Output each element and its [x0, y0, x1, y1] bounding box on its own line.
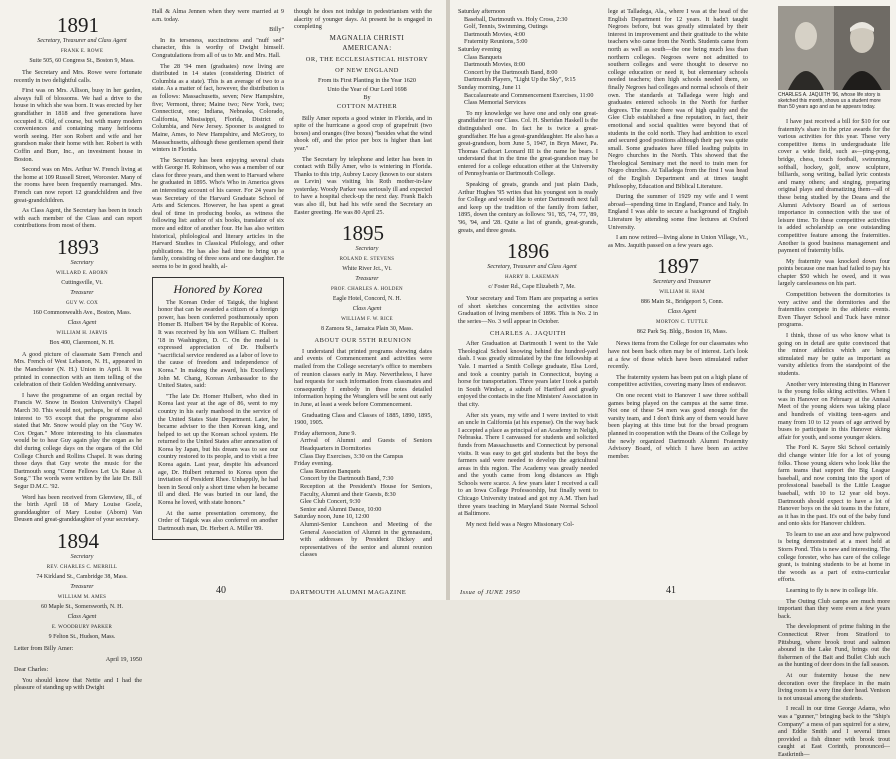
schedule-item: Baccalaureate and Commencement Exercises, 11:00 [464, 91, 594, 99]
paragraph: Graduating Class and Classes of 1885, 1890, 1895, 1900, 1905. [294, 411, 432, 427]
letter-salutation: Dear Charles: [14, 666, 49, 674]
paragraph: My next field was a Negro Missionary Col- [466, 520, 575, 528]
paragraph: The development of prime fishing in the Connecticut River from Stratford to Pittsburg, where brook trout and salmon abound in the Lake Fund, brings out the fishermen of the Bait and Bullet Club such as the hunting of deer does in the fall season. [778, 623, 890, 669]
officer-name: WILLIAM H. HAM [659, 290, 705, 296]
paragraph: I recall in our time George Adams, who was a "gunner," bringing back to the "Ship's Company" a mess of pan squirrel for a stew, and Eddie Smith and I several times provided a fish dinner with brook trout caught at East Corinth, pronounced—Eastkrinth— [778, 705, 890, 758]
paragraph: The Outing Club camps are much more important than they were even a few years back. [778, 597, 890, 620]
paragraph: As Class Agent, the Secretary has been in touch with each member of the Class and can report contributions from most of them. [14, 207, 142, 230]
schedule-item: Friday afternoon, June 9. [294, 429, 357, 437]
officer-role: Class Agent [67, 319, 97, 326]
paragraph: To my knowledge we have one and only one great-grandfather in our Class. Col. H. Sheridan Haskell is the distinguished one. In fact he is twice a great-grandfather. He has a great-granddaughter. He also has a great-grandson, born June 5, 1947, in Bryn Mawr, Pa. Thomas Cathcart Leonard III is the name he bears. I understand that in the time the great-grandson may be entered for a college education either at the University of Pennsylvania or Dartmouth College. [458, 109, 598, 178]
officer-address: c/ Foster Rd., Cape Elizabeth 7, Me. [488, 284, 576, 291]
officer-address: Suite 505, 60 Congress St., Boston 9, Mass. [29, 58, 135, 64]
book-title-line: OR, THE ECCLESIASTICAL HISTORY [305, 55, 429, 63]
officer-role: Class Agent [352, 306, 382, 313]
class-year-heading: 1893 [57, 234, 99, 259]
paragraph: I think, those of us who know what is going on in detail are quite convinced that the minor athletics which are being stimulated may be quite as important as varsity athletics from the standpoint of the students. [778, 332, 890, 377]
schedule-item: Concert by the Dartmouth Band, 7:30 [300, 475, 394, 483]
paragraph: First was on Mrs. Allison, busy in her garden, always full of blossoms. We had a drive to the house in which she was born. It was erected by her grandfather in 1818 and five generations have occupied it. Old, of course, but with many modern conveniences and containing many heirlooms worth seeing. Her son Robert and wife and her grandson make their home with her. Robert is with Coffin and Burr, Inc., an investment house in Boston. [14, 87, 142, 163]
jaquith-photo [778, 6, 890, 90]
paragraph: I understand that printed programs showing dates and events of Commencement and activities were mailed from the College secretary's office to members of reunion classes early in May. Nevertheless, I have had requests for such information from classmates and consequently I embody in these notes detailed information hoping the Wranglers will be sent out early in June, at least a week before Commencement. [294, 347, 432, 408]
page-number: 40 [216, 585, 226, 596]
paragraph: At the same presentation ceremony, the Order of Taiguk was also conferred on another Dartmouth man, Dr. Herbert A. Miller '89. [158, 509, 278, 532]
left-page [0, 0, 446, 692]
book-title-line: From its First Planting in the Year 1620 [318, 77, 416, 85]
paragraph: The Secretary by telephone and letter has been in contact with Billy Amer, who is wintering in Florida. Thanks to this trip, Aubrey Lucey (known to our sisters as Levin) was visiting his Roth mother-in-law yesterday. Woody Parker was seriously ill and expected to have a hospital check-up the next day. Frank Balch was also ill, but had his wife send the Secretary an Easter greeting. He was 80 April 25. [294, 155, 432, 216]
officer-block [14, 38, 142, 65]
paragraph: Another very interesting thing in Hanover is the young folks skiing activities. When I was in Hanover on February at the Annual Meet of the young skiers was taking place and hundreds of visiting teen-agers and many from 10 to 12 years of age arrived by buses to participate in this Hanover skiing affair for youth, and some younger skiers. [778, 380, 890, 441]
reunion-schedule [294, 430, 432, 559]
schedule-item: Golf, Tennis, Swimming, Outings [464, 23, 548, 31]
letter-signature: Billy" [269, 26, 284, 34]
paragraph: After six years, my wife and I were invited to visit an uncle in California (at his expense). On the way back I accepted a place as principal of an Academy in Neligh, Nebraska. There I canvassed for students and solicited funds from Massachusetts and Connecticut by personal visits. It was easy to get girl students but the boys the farmers said were needed to develop the agricultural areas in this region. The Academy was greatly needed and the youth came from long distances as High Schools were scarce. A few years later I received a call to an Iowa College Professorship, but finally went to Chicago University instead and got my A.M. Then had three years teaching in Maryland State Normal School at Baltimore. [458, 411, 598, 518]
page-number: 41 [666, 585, 676, 596]
paragraph: I am now retired—living alone in Union Village, Vt., as Mrs. Jaquith passed on a few years ago. [608, 234, 748, 249]
schedule-item: Fraternity Reunions, 5:00 [464, 38, 528, 46]
schedule-item: Reception at the President's House for Seniors, Faculty, Alumni and their Guests, 8:30 [300, 482, 432, 498]
book-title-line: COTTON MATHER [336, 102, 398, 110]
schedule-item: Dartmouth Movies, 8:00 [464, 61, 526, 69]
right-col-3 [778, 118, 890, 758]
honored-by-korea-box [152, 277, 284, 541]
photo-caption: CHARLES A. JAQUITH '96, whose life story is sketched this month, shows us a student more than 50 years ago and as he appears today. [778, 92, 881, 111]
paragraph: Competition between the dormitories is very active and the dormitories and the fraternities compete in the athletic events. Even Thayer School and Tuck have minor programs. [778, 291, 890, 329]
paragraph: News items from the College for our classmates who have not been back often may be of interest. Let's look at a few of those which have been stimulated rather recently. [608, 340, 748, 371]
officer-name: PROF. CHARLES A. HOLDEN [331, 287, 403, 293]
schedule-item: Glee Club Concert, 9:30 [300, 498, 361, 506]
schedule-item: Sunday morning, June 11 [458, 83, 522, 91]
officer-block [294, 246, 432, 333]
paragraph: Learning to fly is new in college life. [786, 587, 878, 595]
class-year-heading: 1895 [342, 221, 384, 246]
paragraph: Billy Amer reports a good winter in Florida, and in spite of the hurricane a good crop of grapefruit (two boxes) and oranges (five boxes) "besides what the wind shook off, and the price per box is higher than last year." [294, 114, 432, 152]
officer-name: GUY W. COX [65, 300, 99, 306]
class-year-heading: 1894 [57, 528, 99, 553]
letter-date: April 19, 1950 [105, 655, 142, 663]
officer-role: Treasurer [70, 289, 94, 296]
paragraph: I have just received a bill for $10 for our fraternity's share in the prize awards for the various activities for this year. These very competitive items in undergraduate life cover a wide field, such as—ping-pong, bridge, chess, touch football, swimming, softball, hockey, golf, snow sculpture, billiards, song writing, ballad lyric contests and many others; and singing, preparing original plays and dramatizing them—all of these being studied by the Deans and the Alumni Advisory Board as of serious importance in connection with the use of leisure time. To these competitive activities is added scholarship as one outstanding competitive feature among the fraternities. Another is good business management and payment of fraternity bills. [778, 118, 890, 255]
paragraph: The Ford K. Sayre Ski School certainly did change winter life for a lot of young folks. Those young skiers who look like the farm teams that support the Big League baseball, and now coming into the sport of professional baseball is the Little League baseball, with 10 to 12 year old boys. Dartmouth should expect to have a lot of Hanover boys on the ski teams in the future, as it has in the past. It's out of the baby fund and onto skis for Hanover children. [778, 444, 890, 528]
left-col-3 [294, 8, 432, 559]
paragraph: Second was on Mrs. Arthur W. French living at the home at 109 Russell Street, Worcester. Many of the rooms have been frequently rearranged. Mrs. French can now report 12 grandchildren and five great-grandchildren. [14, 166, 142, 204]
right-page [450, 0, 896, 758]
paragraph: lege at Talladega, Ala., where I was at the head of the English Department for 12 years. It hadn't taught Negroes before, but was greatly stimulated by their interest in improvement and their gratitude to the white teachers who came from the North. Students came from north as well as south—the one being much less than northern colleges. Negroes were not admitted to southern colleges and were thought to deserve no college education or need it, but elementary schools needed teachers; then high schools needed them, so finally Negroes had colleges and normal schools of their own. The standards at Talladega were high and graduates entered schools in the North for further degrees. The music there was of high quality and the Glee Club established a fine reputation, in fact, their emotional and social qualities were beyond that of students in the cold north. They had ambition to excel and secured good positions although their pay was quite small. Some graduates have filled leading pulpits in Negro churches in the North. This showed that the Theological Seminary met the need to train men for Negro churches. At Talladega from the first I was head of the English Department and at times taught Philosophy, Education and Biblical Literature. [608, 8, 748, 190]
schedule-item: Saturday afternoon [458, 8, 506, 15]
class-year-heading: 1896 [507, 239, 549, 264]
schedule-item: Dartmouth Players, "Light Up the Sky", 9:15 [464, 76, 576, 84]
book-title-line: AMERICANA: [342, 44, 392, 53]
page-footer: Issue of JUNE 1950 [460, 589, 521, 596]
right-col-1 [458, 8, 598, 556]
reunion-schedule [458, 8, 598, 107]
officer-role: Class Agent [67, 613, 97, 620]
officer-name: WILLARD E. ABORN [56, 270, 108, 276]
box-title: Honored by Korea [173, 281, 263, 296]
paragraph: The 28 '94 men (graduates) now living are distributed in 14 states (considering District of Columbia as a state). This is an average of two to a state. As a matter of fact, however, the distribution is as follows: Massachusetts, seven; New Hampshire, five; Vermont, three; Maine two; New York, two; Connecticut, one; Indiana, Nebraska, Colorado, California, Mississippi, Florida, District of Columbia, and New Jersey. Spooner is assigned to Maine, Ames, to New Hampshire, and McGrory, to Massachusetts, although these gentlemen spend their winters in Florida. [152, 62, 284, 154]
officer-role: Secretary and Treasurer [653, 279, 711, 286]
officer-name: WILLIAM M. AMES [57, 594, 107, 600]
officer-address: 74 Kirkland St., Cambridge 38, Mass. [36, 573, 128, 580]
paragraph: I have the programme of an organ recital by Francis W. Snow in Boston University's Chapel March 30. This would not, perhaps, be of especial interest to '93 except that the programme also stated that Mr. Snow would play on the "Guy W. Cox Organ." More interesting to his classmates would be to hear Guy again play the organ as he did during college days on the organs of the Old College Church and Rollins Chapel. It was during those days that Guy wrote the music for the Dartmouth song "Come Fellows Let Us Raise A Song." The words were written by the late Dr. Bill Segur D.M.C. '92. [14, 391, 142, 490]
paragraph: After Graduation at Dartmouth I went to the Yale Theological School knowing behind the hundred-yard dash. I was greatly stimulated by the fine fellowship at Yale. I married a Smith College graduate, Elsa Lord, and took a country parish in Connecticut, buying a horse for transportation. Three years later I took a parish in South Windsor, a suburb of Hartford and greatly enjoyed the contacts in the fine Ministers' Association in that city. [458, 340, 598, 408]
officer-address: 160 Commonwealth Ave., Boston, Mass. [32, 309, 132, 316]
schedule-item: Class Day Exercises, 3:30 on the Campus [300, 452, 404, 460]
officer-role: Secretary, Treasurer and Class Agent [487, 264, 577, 271]
officer-role: Treasurer [355, 276, 379, 283]
paragraph: The Korean Order of Taiguk, the highest honor that can be awarded a citizen of a foreign power, has been conferred posthumously upon Homer B. Hulbert '84 by the Republic of Korea. It was received by his son William C. Hulbert '18 in Washington, D. C. On the medal is expressed appreciation of Dr. Hulbert's "sacrificial service rendered as a labor of love to the cause of freedom and independence of Korea." In making the award, his Excellency John M. Chang, Korean Ambassador to the United States, said: [158, 298, 278, 390]
book-title-line: Unto the Year of Our Lord 1698 [327, 85, 407, 93]
class-year-heading: 1891 [57, 13, 99, 37]
officer-block [14, 260, 142, 347]
schedule-item: Dartmouth Movies, 4:00 [464, 30, 526, 38]
officer-address: 60 Maple St., Somersworth, N. H. [41, 603, 123, 610]
book-title-line: MAGNALIA CHRISTI [329, 33, 405, 42]
officer-name: REV. CHARLES C. MERRILL [46, 564, 118, 570]
left-col-2 [152, 8, 284, 556]
section-heading: CHARLES A. JAQUITH [490, 329, 566, 337]
schedule-item: Friday evening. [294, 460, 333, 468]
officer-address: 8 Zamora St., Jamaica Plain 30, Mass. [321, 326, 413, 333]
officer-name: WILLIAM F. W. RICE [341, 317, 393, 323]
officer-block [14, 554, 142, 641]
officer-address: White River Jct., Vt. [342, 266, 392, 273]
book-title [294, 35, 432, 111]
schedule-item: Class Memorial Services [464, 99, 526, 107]
schedule-item: Senior and Alumni Dance, 10:00 [300, 505, 382, 513]
right-col-2 [608, 8, 748, 556]
officer-block [608, 279, 748, 336]
officer-name: HARRY B. LAKEMAN [505, 275, 559, 281]
book-title-line: OF NEW ENGLAND [335, 66, 399, 74]
paragraph: Hall & Alma Jennen when they were married at 9 a.m. today. [152, 8, 284, 23]
paragraph: A good picture of classmate Sam French and Mrs. French of West Lebanon, N. H., appeared in the Manchester (N. H.) Union in April. It was printed in connection with an item telling of the celebration of their Golden Wedding anniversary. [14, 350, 142, 389]
paragraph: During the summer of 1929 my wife and I went abroad—spending time in England, France and Italy. In England I was able to secure a background of English Literature by attending some fine lectures at Oxford University. [608, 193, 748, 231]
officer-role: Secretary [70, 259, 94, 266]
book-title-line: By [363, 94, 371, 102]
left-col-1 [14, 8, 142, 692]
schedule-item: Class Reunion Banquets [300, 467, 361, 475]
class-year-heading: 1897 [657, 254, 699, 279]
paragraph: The Secretary and Mrs. Rowe were fortunate recently in two delightful calls. [14, 69, 142, 84]
officer-address: Cuttingsville, Vt. [61, 279, 103, 286]
officer-role: Treasurer [70, 583, 94, 590]
officer-name: WILLIAM H. JARVIS [56, 330, 108, 336]
officer-address: 862 Park Sq. Bldg., Boston 16, Mass. [636, 329, 728, 336]
schedule-item: Concert by the Dartmouth Band, 8:00 [464, 68, 558, 76]
paragraph: Your secretary and Tom Ham are preparing a series of short sketches concerning the activities since Graduation of living members of 1896. This is No. 2 in the series—No. 3 will appear in October. [458, 295, 598, 325]
schedule-item: Arrival of Alumni and Guests of Seniors Headquarters in Dormitories [300, 437, 432, 452]
paragraph: At our fraternity house the new decoration over the fireplace in the main living room is a very fine deer head. Venison is not unusual among the students. [778, 671, 890, 702]
schedule-item: Saturday noon, June 10, 12:00 [294, 513, 370, 521]
paragraph: "The late Dr. Homer Hulbert, who died in Korea last year at the age of 86, went to my country in his early manhood in the service of the United States State Department. Later, he became adviser to the then Korean king, and helped to set up the Korean school system. He returned to the United States after annexation of Korea by Japan, but his dream was to see our country restored to its people, and to visit a free Korea again. Last year, despite his advanced age, Dr. Hulbert returned to Korea upon the invitation of President Rhee. Unhappily, he had been in Seoul only a short time when he became ill and died. He was buried in our land, the Korea he loved, with state honors." [158, 392, 278, 507]
paragraph: Word has been received from Glenview, Ill., of the birth April 18 of Mary Louise Goelz, granddaughter of Mary Louise (Aborn) Van Deusen and great-granddaughter of your secretary. [14, 493, 142, 524]
officer-role: Secretary, Treasurer and Class Agent [37, 38, 127, 44]
portrait-photo-icon [778, 6, 890, 90]
officer-role: Secretary [355, 246, 379, 253]
officer-role: Secretary [70, 553, 94, 560]
paragraph: To learn to use an axe and how pulpwood is being demonstrated at a meet held at Storrs Pond. This is new and interesting. The college forester, who has care of the college grant, is training students to be at home in the woods as a part of extra-curricular efforts. [778, 530, 890, 584]
schedule-item: Saturday evening [458, 45, 502, 53]
paragraph: You should know that Nettie and I had the pleasure of standing up with Dwight [14, 676, 142, 692]
officer-role: Class Agent [667, 309, 697, 316]
officer-address: 886 Main St., Bridgeport 5, Conn. [640, 299, 724, 306]
officer-address: Box 400, Claremont, N. H. [49, 339, 115, 346]
page-footer: DARTMOUTH ALUMNI MAGAZINE [290, 589, 407, 596]
paragraph: The Secretary has been enjoying several chats with George H. Robinson, who was a member of our class for three years, and then went to Harvard where he graduated in 1895. Who's Who in America gives an interesting account of his career. For 24 years he was Secretary of the Harvard Graduate School of Arts and Sciences. However, he has spent a great deal of time in producing books, as witness the following list: author of six books, translator of six more and editor of another four. He has also written historical, philological and literary articles in the Harvard Studies in Classical Philology, and other publications. He has also had time to bring up a family, consisting of three sons and one daughter. He seems to be in good health, al- [152, 156, 284, 270]
schedule-item: Alumni-Senior Luncheon and Meeting of the General Association of Alumni in the gymnasium, with addresses by President Dickey and representatives of the senior and alumni reunion classes [300, 520, 432, 559]
officer-name: ROLAND E. STEVENS [339, 257, 395, 263]
paragraph: Letter from Billy Amer: [14, 644, 74, 652]
officer-block [458, 264, 598, 291]
paragraph: My fraternity was knocked down four points because one man had failed to pay his chapter $50 which he owed, and it was largely carelessness on his part. [778, 257, 890, 288]
paragraph: though he does not indulge in pedestrianism with the alacrity of younger days. At present he is engaged in completing [294, 8, 432, 31]
section-heading: ABOUT OUR 55TH REUNION [314, 337, 412, 345]
schedule-item: Baseball, Dartmouth vs. Holy Cross, 2:30 [464, 15, 568, 23]
officer-name: MORTON C. TUTTLE [656, 320, 708, 326]
officer-address: Eagle Hotel, Concord, N. H. [332, 296, 402, 303]
officer-name: FRANK E. ROWE [60, 49, 104, 54]
paragraph: Speaking of greats, grands and just plain Dads, Arthur Hughes '95 writes that his youngest son is ready for College and would like to enter Dartmouth next fall and keep up the tradition of the family from father, 1895, down the century as follows: '91, '85, '74, '77, '89, '96, '94, and '28. Quite a list of grands, great-grands, greats, and three greats. [458, 181, 598, 234]
officer-name: E. WOODBURY PARKER [51, 624, 113, 630]
paragraph: The fraternity system has been put on a high plane of competitive activities, covering many lines of endeavor. [608, 373, 748, 389]
paragraph: On one recent visit to Hanover I saw three softball games being played on the campus at the same time. Not one of these 54 men was good enough for the varsity team, and I don't think any of them would have been playing at this time but for the broad program planned in cooperation with the Deans of the College by the newly organized Dartmouth Alumni Fraternity Advisory Board, of which I have been an active member. [608, 391, 748, 460]
officer-address: 9 Felton St., Hudson, Mass. [48, 633, 116, 640]
schedule-item: Class Banquets [464, 53, 502, 61]
paragraph: In its terseness, succinctness and "nuff sed" character, this is worthy of Dwight himself. Congratulations from all of us to Mr. and Mrs. Hall. [152, 36, 284, 59]
